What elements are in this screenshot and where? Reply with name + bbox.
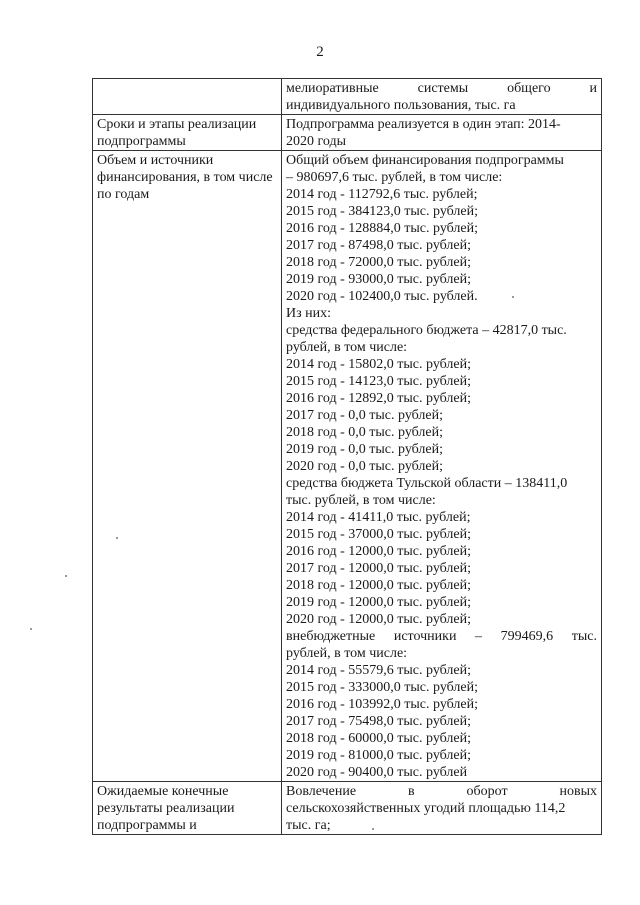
content-line: тыс. га;: [286, 818, 331, 833]
content-line: 2016 год - 103992,0 тыс. рублей;: [286, 697, 479, 712]
scan-speck: [512, 296, 514, 298]
row-content-cell: [282, 115, 602, 151]
content-line: 2015 год - 384123,0 тыс. рублей;: [286, 204, 479, 219]
row-label: Объем и источники финансирования, в том числе по годам: [97, 153, 273, 202]
content-line: средства федерального бюджета – 42817,0 тыс.: [286, 323, 567, 338]
scan-speck: [372, 828, 374, 830]
content-line: 2016 год - 12000,0 тыс. рублей;: [286, 544, 472, 559]
content-line: Вовлечение в оборот новых: [286, 784, 597, 799]
content-line: 2017 год - 87498,0 тыс. рублей;: [286, 238, 472, 253]
content-line: средства бюджета Тульской области – 138411,0: [286, 476, 568, 491]
content-line: 2017 год - 0,0 тыс. рублей;: [286, 408, 444, 423]
table-row: [93, 782, 602, 835]
row-content-cell: [282, 79, 602, 115]
content-line: 2019 год - 93000,0 тыс. рублей;: [286, 272, 472, 287]
content-line: рублей, в том числе:: [286, 646, 408, 661]
table-row: [93, 79, 602, 115]
content-line: 2014 год - 112792,6 тыс. рублей;: [286, 187, 478, 202]
content-line: 2020 год - 0,0 тыс. рублей;: [286, 459, 444, 474]
row-label-cell: [93, 79, 282, 115]
row-label: Ожидаемые конечные результаты реализации подпрограммы и: [97, 784, 235, 833]
content-line: 2018 год - 72000,0 тыс. рублей;: [286, 255, 472, 270]
content-line: 2019 год - 0,0 тыс. рублей;: [286, 442, 444, 457]
content-line: индивидуального пользования, тыс. га: [286, 98, 516, 113]
scan-speck: [65, 575, 67, 577]
page-number: 2: [316, 44, 324, 60]
content-line: 2019 год - 81000,0 тыс. рублей;: [286, 748, 472, 763]
content-line: 2015 год - 333000,0 тыс. рублей;: [286, 680, 479, 695]
content-line: 2018 год - 60000,0 тыс. рублей;: [286, 731, 472, 746]
content-line: 2020 год - 12000,0 тыс. рублей;: [286, 612, 472, 627]
content-line: 2016 год - 12892,0 тыс. рублей;: [286, 391, 472, 406]
content-line: 2018 год - 12000,0 тыс. рублей;: [286, 578, 472, 593]
row-label: Сроки и этапы реализации подпрограммы: [97, 117, 257, 149]
scan-speck: [116, 537, 118, 539]
content-line: внебюджетные источники – 799469,6 тыс.: [286, 629, 597, 644]
content-line: – 980697,6 тыс. рублей, в том числе:: [286, 170, 503, 185]
row-content-cell: [282, 151, 602, 782]
passport-table: [92, 78, 602, 835]
row-content-cell: [282, 782, 602, 835]
content-line: 2014 год - 41411,0 тыс. рублей;: [286, 510, 471, 525]
row-label-cell: [93, 151, 282, 782]
content-line: мелиоративные системы общего и: [286, 81, 597, 96]
content-line: 2017 год - 12000,0 тыс. рублей;: [286, 561, 472, 576]
content-line: 2020 год - 102400,0 тыс. рублей.: [286, 289, 478, 304]
content-line: Подпрограмма реализуется в один этап: 2014-: [286, 117, 561, 132]
content-line: 2014 год - 15802,0 тыс. рублей;: [286, 357, 472, 372]
content-line: Из них:: [286, 306, 332, 321]
content-line: 2020 годы: [286, 134, 347, 149]
content-line: рублей, в том числе:: [286, 340, 408, 355]
content-line: 2017 год - 75498,0 тыс. рублей;: [286, 714, 472, 729]
table-row: [93, 151, 602, 782]
row-label-cell: [93, 782, 282, 835]
content-line: 2018 год - 0,0 тыс. рублей;: [286, 425, 444, 440]
content-line: тыс. рублей, в том числе:: [286, 493, 436, 508]
content-line: 2015 год - 37000,0 тыс. рублей;: [286, 527, 472, 542]
content-line: 2020 год - 90400,0 тыс. рублей: [286, 765, 468, 780]
content-line: 2019 год - 12000,0 тыс. рублей;: [286, 595, 472, 610]
content-line: сельскохозяйственных угодий площадью 114,2: [286, 801, 566, 816]
row-label-cell: [93, 115, 282, 151]
content-line: Общий объем финансирования подпрограммы: [286, 153, 564, 168]
table-row: [93, 115, 602, 151]
content-line: 2016 год - 128884,0 тыс. рублей;: [286, 221, 479, 236]
table-body: [93, 79, 602, 835]
content-line: 2014 год - 55579,6 тыс. рублей;: [286, 663, 472, 678]
content-line: 2015 год - 14123,0 тыс. рублей;: [286, 374, 472, 389]
scan-speck: [30, 628, 32, 630]
